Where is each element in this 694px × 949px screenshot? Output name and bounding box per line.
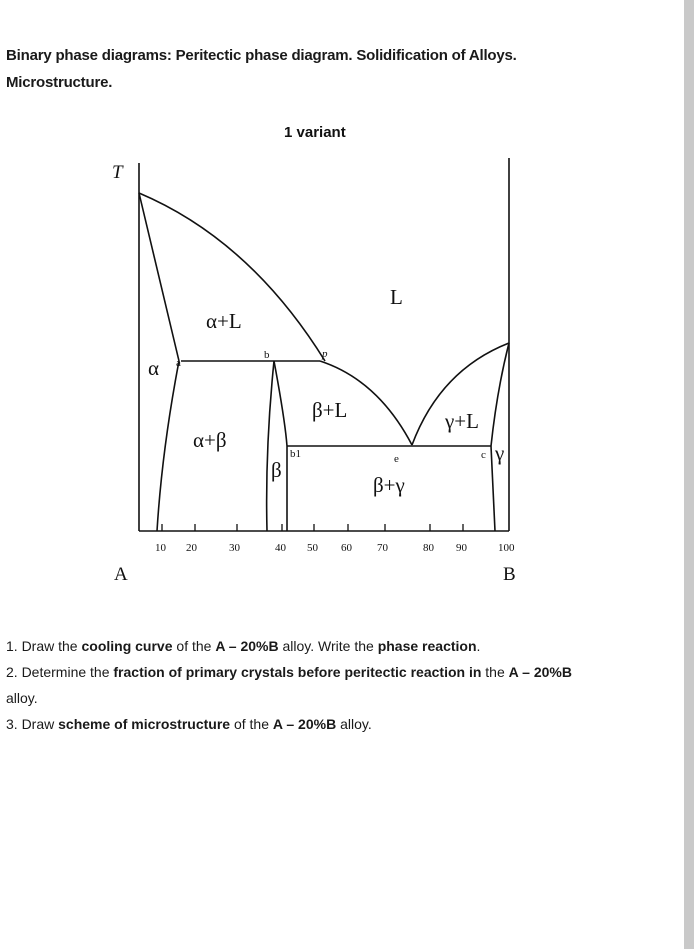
tick-label: 90 <box>456 542 467 554</box>
q2-text-3: alloy. <box>6 690 38 706</box>
q2-text-1: 2. Determine the <box>6 664 114 680</box>
tick-label: 30 <box>229 542 240 554</box>
point-b: b <box>264 349 270 361</box>
solvus-alpha <box>157 361 179 531</box>
axis-label-b: B <box>503 564 516 585</box>
q1-text-1: 1. Draw the <box>6 638 82 654</box>
q2-text-2: the <box>481 664 509 680</box>
solidus-alpha <box>139 193 179 361</box>
q1-bold-3: phase reaction <box>377 638 477 654</box>
q1-text-4: . <box>476 638 481 654</box>
tick-label: 20 <box>186 542 197 554</box>
region-liquid: L <box>390 285 403 309</box>
q1-bold-1: cooling curve <box>81 638 173 654</box>
beta-boundary-right <box>274 361 287 446</box>
point-c: c <box>481 449 486 461</box>
q1-text-2: of the <box>172 638 216 654</box>
title-line-2: Microstructure. <box>6 74 113 91</box>
region-alpha-liquid: α+L <box>206 309 242 333</box>
q2-bold-1: fraction of primary crystals before peritectic reaction in <box>113 664 482 680</box>
q2-bold-2: A – 20%B <box>508 664 572 680</box>
title-line-1: Binary phase diagrams: Peritectic phase diagram. Solidification of Alloys. <box>6 47 517 64</box>
point-e: e <box>394 453 399 465</box>
question-1 <box>6 633 646 659</box>
region-gamma: γ <box>495 441 505 465</box>
tick-label: 40 <box>275 542 286 554</box>
q1-bold-2: A – 20%B <box>215 638 279 654</box>
tick-label: 70 <box>377 542 388 554</box>
region-gamma-liquid: γ+L <box>445 409 479 433</box>
axis-ticks <box>162 524 463 531</box>
questions <box>6 633 646 737</box>
region-alpha-beta: α+β <box>193 428 227 452</box>
q3-bold-1: scheme of microstructure <box>58 716 231 732</box>
question-3 <box>6 711 646 737</box>
q3-bold-2: A – 20%B <box>272 716 337 732</box>
point-a: a <box>176 357 181 369</box>
point-p: p <box>322 348 328 360</box>
diagram-lines <box>139 158 509 531</box>
region-alpha: α <box>148 356 160 380</box>
liquidus-alpha <box>139 193 325 361</box>
q3-text-1: 3. Draw <box>6 716 59 732</box>
axis-label-t: T <box>112 162 123 183</box>
solidus-gamma <box>491 343 509 446</box>
region-beta-liquid: β+L <box>312 398 348 422</box>
question-2 <box>6 659 646 711</box>
q3-text-3: alloy. <box>336 716 372 732</box>
region-beta: β <box>271 458 282 482</box>
q1-text-3: alloy. Write the <box>278 638 378 654</box>
variant-label: 1 variant <box>284 124 346 141</box>
q3-text-2: of the <box>230 716 273 732</box>
tick-label: 10 <box>155 542 166 554</box>
tick-label: 100 <box>498 542 515 554</box>
axis-label-a: A <box>114 564 128 585</box>
region-beta-gamma: β+γ <box>373 473 405 497</box>
tick-label: 60 <box>341 542 352 554</box>
point-b1: b1 <box>290 448 301 460</box>
beta-boundary-left <box>267 361 274 531</box>
tick-label: 80 <box>423 542 434 554</box>
tick-label: 50 <box>307 542 318 554</box>
